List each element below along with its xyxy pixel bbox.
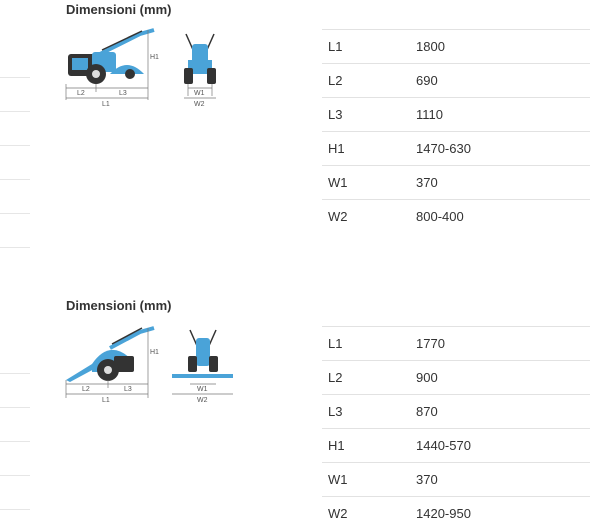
table-row [322,64,590,98]
table-row [322,497,590,530]
row-value: 1440-570 [416,429,590,463]
row-label: W2 [322,200,416,234]
row-label: W2 [322,497,416,530]
table-row [322,132,590,166]
row-label: L3 [322,395,416,429]
row-value: 1110 [416,98,590,132]
table-row [322,429,590,463]
row-label: H1 [322,132,416,166]
diagram-label-h1: H1 [150,349,159,356]
table-row [322,200,590,234]
diagram-label-l1: L1 [102,101,110,108]
table-row [322,395,590,429]
diagram-label-h1: H1 [150,54,159,61]
row-value: 370 [416,463,590,497]
row-value: 690 [416,64,590,98]
dimensions-table [322,326,590,530]
row-label: L1 [322,30,416,64]
row-label: L3 [322,98,416,132]
dimensions-table [322,29,590,233]
mower-side-view-diagram [62,324,167,406]
machine-side-view-diagram [62,26,167,108]
table-row [322,30,590,64]
diagram-label-l2: L2 [82,386,90,393]
row-value: 1420-950 [416,497,590,530]
row-value: 370 [416,166,590,200]
table-row [322,98,590,132]
diagram-label-w1: W1 [194,90,205,97]
row-label: W1 [322,463,416,497]
dimensions-section-2 [0,296,600,524]
diagram-label-l2: L2 [77,90,85,97]
row-label: L1 [322,327,416,361]
section-title: Dimensioni (mm) [66,298,171,313]
row-value: 1800 [416,30,590,64]
diagram-label-l1: L1 [102,397,110,404]
diagram-label-l3: L3 [124,386,132,393]
row-value: 1470-630 [416,132,590,166]
table-row [322,463,590,497]
row-label: L2 [322,361,416,395]
machine-front-view-diagram [180,30,220,108]
section-title: Dimensioni (mm) [66,2,171,17]
dimensions-section-1 [0,0,600,250]
row-value: 800-400 [416,200,590,234]
diagram-label-w2: W2 [194,101,205,108]
row-value: 900 [416,361,590,395]
row-label: L2 [322,64,416,98]
table-row [322,327,590,361]
diagram-label-w1: W1 [197,386,208,393]
row-value: 870 [416,395,590,429]
mower-front-view-diagram [170,326,235,406]
table-row [322,166,590,200]
row-label: H1 [322,429,416,463]
row-value: 1770 [416,327,590,361]
diagram-label-w2: W2 [197,397,208,404]
row-label: W1 [322,166,416,200]
table-row [322,361,590,395]
diagram-label-l3: L3 [119,90,127,97]
